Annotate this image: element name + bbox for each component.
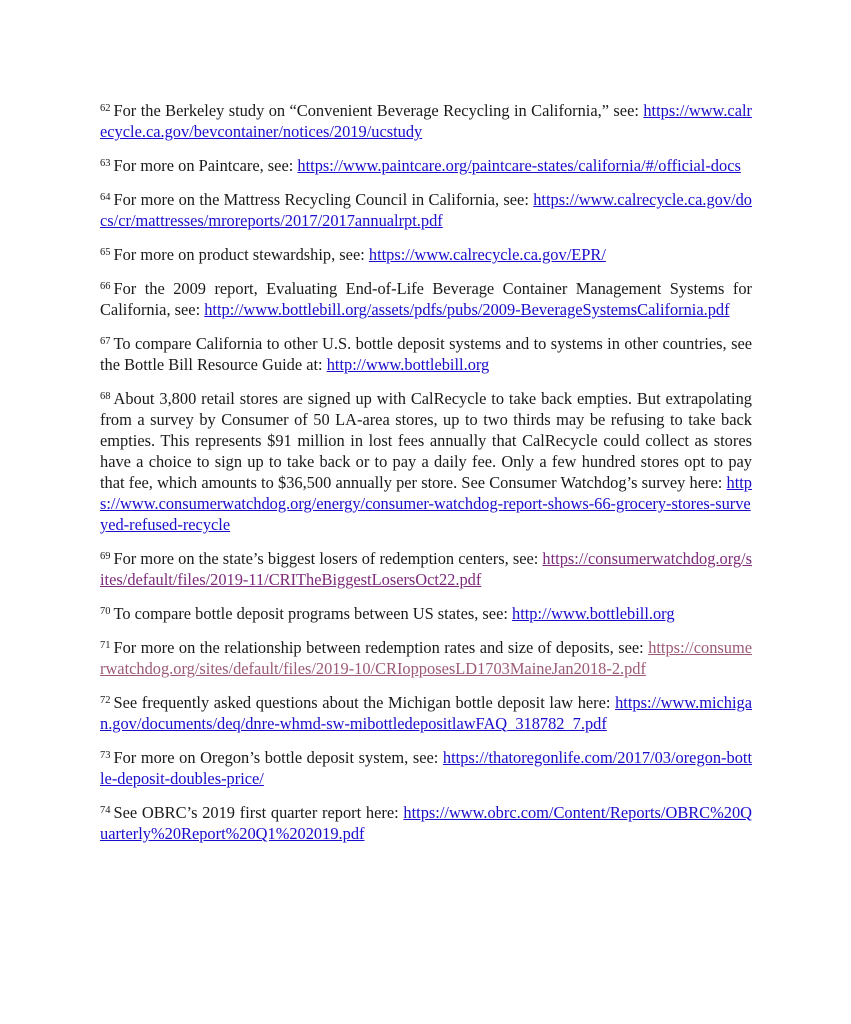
footnote-text: For the 2009 report, Evaluating End-of-Life Beverage Container Management Systems for California, see:	[100, 279, 752, 319]
footnote-text: For the Berkeley study on “Convenient Beverage Recycling in California,” see:	[113, 101, 644, 120]
footnote-link[interactable]: http://www.bottlebill.org	[326, 355, 490, 374]
footnote-link[interactable]: https://www.calrecycle.ca.gov/bevcontainer/notices/2019/ucstudy	[100, 101, 752, 141]
footnote-67	[100, 333, 752, 375]
footnote-number: 65	[100, 247, 111, 258]
footnote-63	[100, 155, 752, 176]
footnote-link[interactable]: https://www.paintcare.org/paintcare-states/california/#/official-docs	[297, 156, 741, 175]
footnote-link[interactable]: https://consumerwatchdog.org/sites/default/files/2019-10/CRIopposesLD1703MaineJan2018-2.pdf	[100, 638, 752, 678]
footnotes-list	[100, 100, 752, 857]
footnote-text: To compare California to other U.S. bottle deposit systems and to systems in other countries, see the Bottle Bill Resource Guide at:	[100, 334, 752, 374]
footnote-number: 62	[100, 103, 111, 114]
footnote-number: 63	[100, 158, 111, 169]
footnote-74	[100, 802, 752, 844]
footnote-65	[100, 244, 752, 265]
footnote-text: For more on the relationship between redemption rates and size of deposits, see:	[113, 638, 649, 657]
footnote-link[interactable]: http://www.bottlebill.org	[512, 604, 675, 623]
footnote-62	[100, 100, 752, 142]
footnote-number: 68	[100, 391, 111, 402]
footnote-number: 67	[100, 336, 111, 347]
footnote-link[interactable]: https://www.michigan.gov/documents/deq/dnre-whmd-sw-mibottledepositlawFAQ_318782_7.pdf	[100, 693, 752, 733]
footnote-link[interactable]: https://www.calrecycle.ca.gov/docs/cr/mattresses/mroreports/2017/2017annualrpt.pdf	[100, 190, 752, 230]
footnote-number: 64	[100, 192, 111, 203]
footnote-69	[100, 548, 752, 590]
footnote-64	[100, 189, 752, 231]
footnote-link[interactable]: http://www.bottlebill.org/assets/pdfs/pubs/2009-BeverageSystemsCalifornia.pdf	[204, 300, 730, 319]
footnote-text: For more on Paintcare, see:	[113, 156, 298, 175]
footnote-text: About 3,800 retail stores are signed up with CalRecycle to take back empties. But extrapolating from a survey by Consumer of 50 LA-area stores, up to two thirds may be refusing to take back empties. This represents $91 million in lost fees annually that CalRecycle could collect as stores have a choice to sign up to take back or to pay a daily fee. Only a few hundred stores opt to pay that fee, which amounts to $36,500 annually per store. See Consumer Watchdog’s survey here:	[100, 389, 752, 492]
footnote-text: For more on product stewardship, see:	[113, 245, 369, 264]
footnote-number: 74	[100, 805, 111, 816]
footnote-70	[100, 603, 752, 624]
footnote-72	[100, 692, 752, 734]
footnote-text: For more on Oregon’s bottle deposit system, see:	[113, 748, 443, 767]
footnote-number: 66	[100, 281, 111, 292]
footnote-number: 71	[100, 640, 111, 651]
footnote-number: 72	[100, 695, 111, 706]
footnote-73	[100, 747, 752, 789]
footnote-link[interactable]: https://thatoregonlife.com/2017/03/oregon-bottle-deposit-doubles-price/	[100, 748, 752, 788]
footnote-link[interactable]: https://www.consumerwatchdog.org/energy/consumer-watchdog-report-shows-66-grocery-stores-surveyed-refused-recycle	[100, 473, 752, 534]
footnote-text: For more on the state’s biggest losers of redemption centers, see:	[113, 549, 543, 568]
footnote-text: See frequently asked questions about the Michigan bottle deposit law here:	[113, 693, 616, 712]
footnote-link[interactable]: https://www.calrecycle.ca.gov/EPR/	[368, 245, 606, 264]
footnote-number: 69	[100, 551, 111, 562]
footnote-71	[100, 637, 752, 679]
footnote-text: For more on the Mattress Recycling Council in California, see:	[113, 190, 534, 209]
footnote-number: 70	[100, 606, 111, 617]
footnote-68	[100, 388, 752, 535]
footnote-text: To compare bottle deposit programs between US states, see:	[113, 604, 512, 623]
footnote-text: See OBRC’s 2019 first quarter report here:	[113, 803, 404, 822]
footnote-link[interactable]: https://www.obrc.com/Content/Reports/OBRC%20Quarterly%20Report%20Q1%202019.pdf	[100, 803, 752, 843]
footnote-link[interactable]: https://consumerwatchdog.org/sites/default/files/2019-11/CRITheBiggestLosersOct22.pdf	[100, 549, 752, 589]
footnote-number: 73	[100, 750, 111, 761]
footnote-66	[100, 278, 752, 320]
